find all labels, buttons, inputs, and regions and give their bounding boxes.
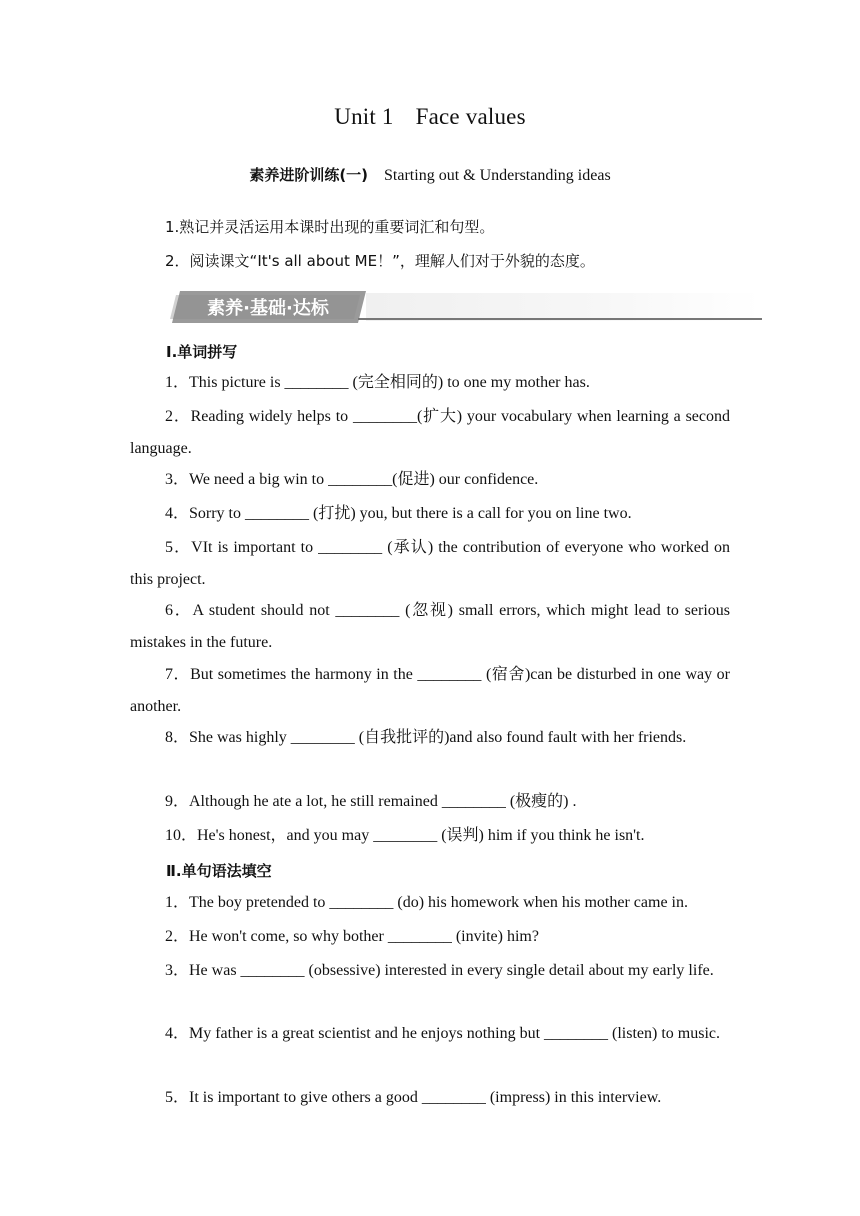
list-item: 2．He won't come, so why bother ________ (invite) him? [165,928,539,945]
banner-label: 素养·基础·达标 [207,298,329,319]
lesson-subtitle [0,164,860,185]
unit-name: Face values [415,104,526,129]
section-heading-text: Ⅱ.单句语法填空 [166,862,272,880]
list-item: 1．The boy pretended to ________ (do) his homework when his mother came in. [165,894,688,911]
list-item: 3．He was ________ (obsessive) interested in every single detail about my early life. [165,962,714,979]
section-heading-text: Ⅰ.单词拼写 [166,343,238,361]
list-item: 4．Sorry to ________ (打扰) you, but there is a call for you on line two. [165,505,632,522]
section-heading-spelling [166,341,237,362]
unit-label: Unit 1 [334,104,394,129]
list-item: 5．VIt is important to ________ (承认) the contribution of everyone who worked on this project. [130,539,730,588]
list-item: 9．Although he ate a lot, he still remained ________ (极瘦的) . [165,793,577,810]
list-item: 2．Reading widely helps to ________(扩大) your vocabulary when learning a second language. [130,408,730,457]
list-item: 4．My father is a great scientist and he enjoys nothing but ________ (listen) to music. [165,1025,721,1042]
goal-text: 1.熟记并灵活运用本课时出现的重要词汇和句型。 [165,218,495,236]
list-item: 8．She was highly ________ (自我批评的)and also found fault with her friends. [165,729,687,746]
list-item: 1．This picture is ________ (完全相同的) to one my mother has. [165,374,590,391]
subtitle-en: Starting out & Understanding ideas [384,167,611,184]
section-heading-grammar [166,860,272,881]
goal-text: 2．阅读课文“It's all about ME！”，理解人们对于外貌的态度。 [165,252,595,270]
list-item: 7．But sometimes the harmony in the ________ (宿舍)can be disturbed in one way or another. [130,666,730,715]
section-banner [170,287,762,329]
list-item: 6．A student should not ________ (忽视) small errors, which might lead to serious mistakes in the future. [130,602,730,651]
learning-goal-1 [165,216,494,237]
list-item: 5．It is important to give others a good ________ (impress) in this interview. [165,1089,662,1106]
list-item: 3．We need a big win to ________(促进) our confidence. [165,471,539,488]
page-title [0,104,860,130]
list-item: 10．He's honest，and you may ________ (误判) him if you think he isn't. [165,827,645,844]
learning-goal-2 [165,250,595,271]
subtitle-cn: 素养进阶训练(一) [249,166,369,184]
